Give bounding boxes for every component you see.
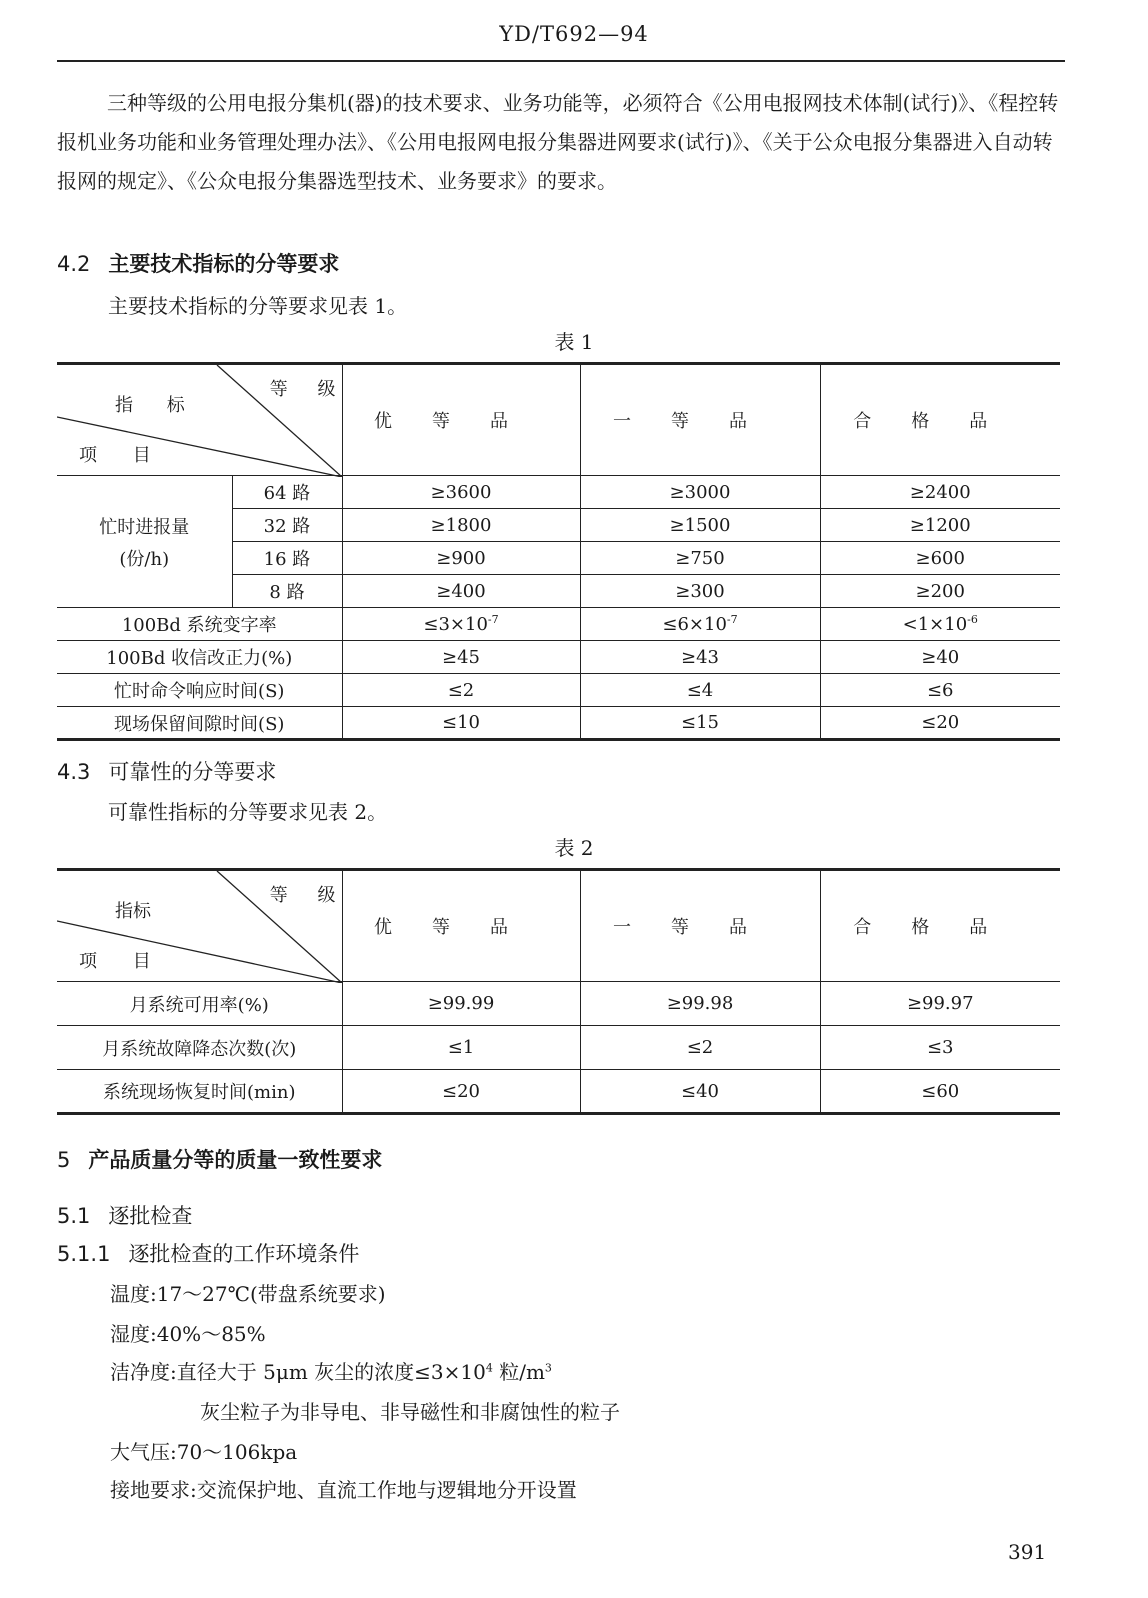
- row-label: 系统现场恢复时间(min): [57, 1070, 342, 1114]
- value-first-class: ≤2: [580, 1026, 820, 1070]
- value-first-class: ≤15: [580, 707, 820, 740]
- env-pressure: 大气压:70～106kpa: [110, 1440, 298, 1464]
- page-number: 391: [1008, 1540, 1047, 1564]
- value-qualified: ≥600: [820, 542, 1060, 575]
- item-label: 项 目: [79, 951, 151, 972]
- value-premium: ≥3600: [342, 476, 580, 509]
- column-header-premium: 优等品: [342, 870, 580, 982]
- value-premium: ≥1800: [342, 509, 580, 542]
- env-temperature: 温度:17～27℃(带盘系统要求): [110, 1282, 386, 1306]
- value-premium: ≤1: [342, 1026, 580, 1070]
- value-qualified: ≥40: [820, 641, 1060, 674]
- indicator-label: 指标: [115, 901, 151, 922]
- value-first-class: ≥1500: [580, 509, 820, 542]
- table-1: [57, 362, 1060, 741]
- group-label: 忙时进报量: [99, 516, 190, 538]
- sub-label: 32 路: [232, 509, 342, 542]
- env-humidity: 湿度:40%～85%: [110, 1322, 266, 1346]
- section-title: 主要技术指标的分等要求: [108, 251, 340, 276]
- value-qualified: $<1\times 10^{-6}$: [820, 608, 1060, 641]
- value-first-class: ≥300: [580, 575, 820, 608]
- column-header-first-class: 一等品: [580, 870, 820, 982]
- section-4-2-heading: [57, 248, 339, 278]
- value-qualified: ≤60: [820, 1070, 1060, 1114]
- value-qualified: ≥1200: [820, 509, 1060, 542]
- value-premium: ≤10: [342, 707, 580, 740]
- diagonal-header-cell: [57, 870, 342, 982]
- column-header-qualified: 合格品: [820, 364, 1060, 476]
- value-first-class: ≥43: [580, 641, 820, 674]
- table-2: [57, 868, 1060, 1115]
- group-label-unit: (份/h): [119, 548, 170, 570]
- section-number: 5.1.1: [57, 1242, 111, 1266]
- grade-label: 等 级: [269, 379, 336, 400]
- value-first-class: $\le 6\times 10^{-7}$: [580, 608, 820, 641]
- value-premium: ≥45: [342, 641, 580, 674]
- row-label: 现场保留间隙时间(S): [57, 707, 342, 740]
- value-qualified: ≥200: [820, 575, 1060, 608]
- table-2-caption: 表 2: [554, 836, 594, 860]
- table-row: [57, 608, 1060, 641]
- table-row: [57, 1026, 1060, 1070]
- table-1-header-row: [57, 364, 1060, 476]
- value-qualified: ≤6: [820, 674, 1060, 707]
- env-cleanliness-note: 灰尘粒子为非导电、非导磁性和非腐蚀性的粒子: [200, 1400, 620, 1424]
- env-cleanliness: 洁净度:直径大于 5μm 灰尘的浓度$\le 3\times 10^4$ 粒$/m^3$: [110, 1360, 552, 1384]
- value-first-class: ≥3000: [580, 476, 820, 509]
- section-5-1-heading: [57, 1200, 192, 1230]
- section-5-1-1-heading: [57, 1238, 359, 1268]
- section-4-3-heading: [57, 756, 276, 786]
- section-number: 4.3: [57, 760, 91, 784]
- value-qualified: ≤20: [820, 707, 1060, 740]
- table-row: [57, 982, 1060, 1026]
- section-number: 4.2: [57, 252, 91, 276]
- value-premium: ≥400: [342, 575, 580, 608]
- table-2-header-row: [57, 870, 1060, 982]
- section-number: 5.1: [57, 1204, 91, 1228]
- section-title: 逐批检查: [108, 1204, 193, 1228]
- table-row: [57, 476, 1060, 509]
- grade-label: 等 级: [269, 885, 336, 906]
- diagonal-header-cell: [57, 364, 342, 476]
- column-header-qualified: 合格品: [820, 870, 1060, 982]
- row-label: 月系统可用率(%): [57, 982, 342, 1026]
- section-title: 产品质量分等的质量一致性要求: [88, 1147, 383, 1172]
- value-first-class: ≥750: [580, 542, 820, 575]
- header-rule: [57, 60, 1065, 62]
- value-premium: ≤20: [342, 1070, 580, 1114]
- sub-label: 16 路: [232, 542, 342, 575]
- value-first-class: ≥99.98: [580, 982, 820, 1026]
- section-4-2-body: 主要技术指标的分等要求见表 1。: [108, 294, 408, 318]
- item-label: 项 目: [79, 445, 151, 466]
- table-row: [57, 1070, 1060, 1114]
- page-header: YD/T692—94: [499, 22, 649, 46]
- row-label: 100Bd 系统变字率: [57, 608, 342, 641]
- section-4-3-body: 可靠性指标的分等要求见表 2。: [108, 800, 388, 824]
- indicator-label: 指 标: [115, 395, 185, 416]
- table-1-caption: 表 1: [554, 330, 594, 354]
- row-label: 月系统故障降态次数(次): [57, 1026, 342, 1070]
- table-row: [57, 674, 1060, 707]
- value-qualified: ≥99.97: [820, 982, 1060, 1026]
- row-label: 100Bd 收信改正力(%): [57, 641, 342, 674]
- group-label-cell: [57, 476, 232, 608]
- intro-paragraph: 三种等级的公用电报分集机(器)的技术要求、业务功能等，必须符合《公用电报网技术体制(试行)》、《程控转报机业务功能和业务管理处理办法》、《公用电报网电报分集器进网要求(试行)》、《关于公众电报分集器进入自动转报网的规定》、《公众电报分集器选型技术、业务要求》的要求。: [57, 91, 1059, 193]
- section-5-heading: [57, 1144, 382, 1174]
- section-number: 5: [57, 1148, 71, 1172]
- value-premium: ≥900: [342, 542, 580, 575]
- sub-label: 8 路: [232, 575, 342, 608]
- value-premium: ≤2: [342, 674, 580, 707]
- sub-label: 64 路: [232, 476, 342, 509]
- column-header-first-class: 一等品: [580, 364, 820, 476]
- table-row: [57, 641, 1060, 674]
- value-qualified: ≤3: [820, 1026, 1060, 1070]
- value-premium: $\le 3\times 10^{-7}$: [342, 608, 580, 641]
- value-qualified: ≥2400: [820, 476, 1060, 509]
- column-header-premium: 优等品: [342, 364, 580, 476]
- value-first-class: ≤4: [580, 674, 820, 707]
- row-label: 忙时命令响应时间(S): [57, 674, 342, 707]
- section-title: 逐批检查的工作环境条件: [128, 1242, 360, 1266]
- env-grounding: 接地要求:交流保护地、直流工作地与逻辑地分开设置: [110, 1478, 577, 1502]
- value-first-class: ≤40: [580, 1070, 820, 1114]
- value-premium: ≥99.99: [342, 982, 580, 1026]
- section-title: 可靠性的分等要求: [108, 760, 277, 784]
- table-row: [57, 707, 1060, 740]
